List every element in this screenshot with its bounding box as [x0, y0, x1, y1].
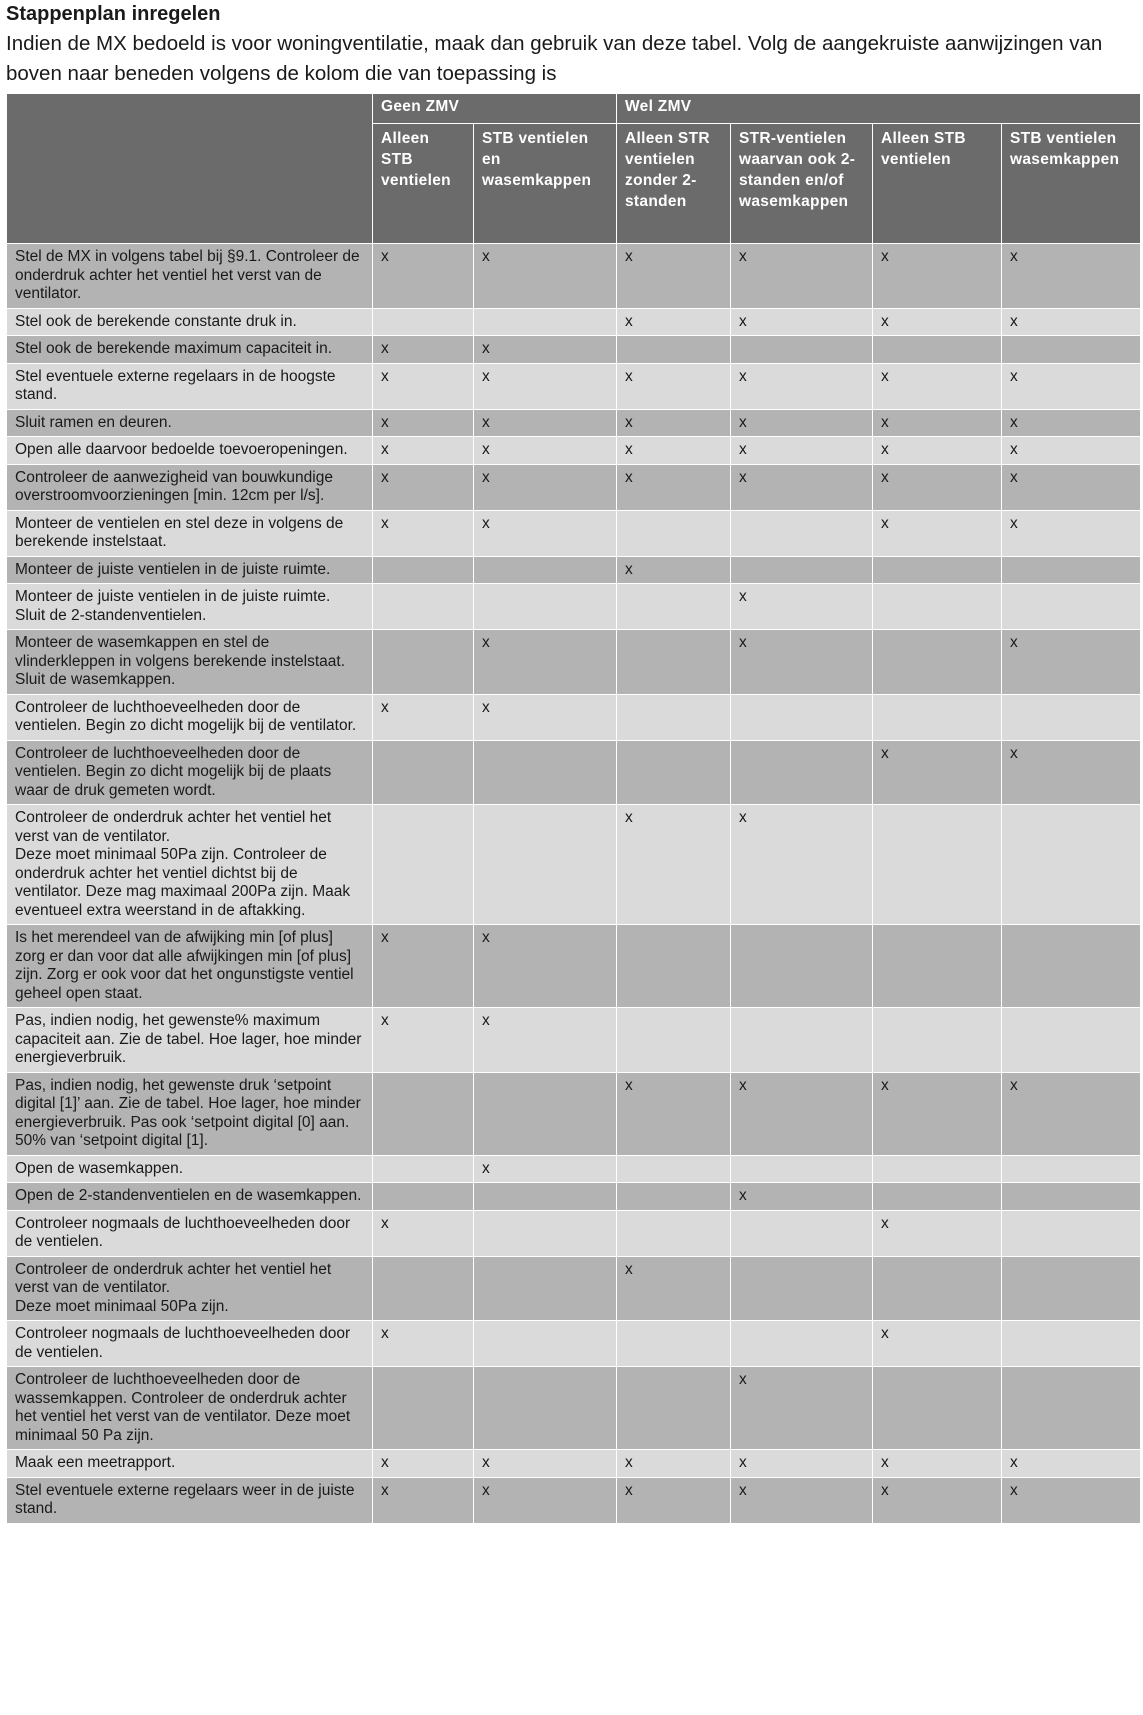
group-header-wel-zmv: Wel ZMV [617, 94, 1141, 124]
mark-cell: x [1002, 409, 1141, 437]
mark-cell [373, 584, 474, 630]
group-header-geen-zmv: Geen ZMV [373, 94, 617, 124]
mark-cell: x [617, 409, 731, 437]
mark-cell: x [474, 244, 617, 309]
mark-cell [731, 1210, 873, 1256]
mark-cell: x [873, 244, 1002, 309]
mark-cell [617, 1210, 731, 1256]
mark-cell [1002, 1008, 1141, 1073]
mark-cell: x [474, 409, 617, 437]
mark-cell: x [373, 1008, 474, 1073]
mark-cell: x [731, 584, 873, 630]
mark-cell: x [731, 363, 873, 409]
step-text: Pas, indien nodig, het gewenste% maximum capaciteit aan. Zie de tabel. Hoe lager, hoe minder energieverbruik. [7, 1008, 373, 1073]
mark-cell [731, 336, 873, 364]
mark-cell: x [1002, 244, 1141, 309]
table-row [7, 409, 1141, 437]
mark-cell [617, 336, 731, 364]
mark-cell: x [373, 437, 474, 465]
mark-cell [731, 1155, 873, 1183]
mark-cell: x [373, 464, 474, 510]
mark-cell [617, 1008, 731, 1073]
mark-cell [873, 556, 1002, 584]
mark-cell: x [474, 630, 617, 695]
mark-cell: x [1002, 740, 1141, 805]
mark-cell: x [617, 805, 731, 925]
mark-cell: x [373, 1450, 474, 1478]
mark-cell: x [373, 510, 474, 556]
mark-cell [1002, 805, 1141, 925]
mark-cell: x [731, 464, 873, 510]
mark-cell: x [474, 1477, 617, 1523]
mark-cell: x [617, 363, 731, 409]
mark-cell [1002, 1210, 1141, 1256]
mark-cell: x [373, 1210, 474, 1256]
mark-cell [1002, 694, 1141, 740]
column-header: Alleen STB ventielen [373, 124, 474, 244]
mark-cell [373, 740, 474, 805]
mark-cell: x [873, 363, 1002, 409]
mark-cell [373, 556, 474, 584]
table-row [7, 1256, 1141, 1321]
mark-cell: x [873, 437, 1002, 465]
table-row [7, 805, 1141, 925]
mark-cell: x [1002, 630, 1141, 695]
mark-cell: x [474, 437, 617, 465]
mark-cell [1002, 1155, 1141, 1183]
mark-cell [873, 1155, 1002, 1183]
step-text: Stel eventuele externe regelaars in de hoogste stand. [7, 363, 373, 409]
mark-cell: x [474, 1155, 617, 1183]
step-text: Open de 2-standenventielen en de wasemkappen. [7, 1183, 373, 1211]
mark-cell: x [731, 805, 873, 925]
mark-cell [731, 694, 873, 740]
mark-cell: x [873, 1210, 1002, 1256]
step-text: Controleer de luchthoeveelheden door de wassemkappen. Controleer de onderdruk achter het ventiel het verst van de ventilator. Deze moet minimaal 50 Pa zijn. [7, 1367, 373, 1450]
step-text: Maak een meetrapport. [7, 1450, 373, 1478]
step-text: Open alle daarvoor bedoelde toevoeropeningen. [7, 437, 373, 465]
table-row [7, 1477, 1141, 1523]
step-text: Monteer de juiste ventielen in de juiste ruimte. [7, 556, 373, 584]
table-row [7, 1008, 1141, 1073]
table-row [7, 925, 1141, 1008]
mark-cell [474, 556, 617, 584]
mark-cell [873, 805, 1002, 925]
mark-cell: x [731, 1367, 873, 1450]
mark-cell [474, 1367, 617, 1450]
mark-cell [617, 1367, 731, 1450]
mark-cell [873, 1008, 1002, 1073]
mark-cell: x [731, 409, 873, 437]
step-text: Controleer nogmaals de luchthoeveelheden door de ventielen. [7, 1321, 373, 1367]
mark-cell: x [873, 1072, 1002, 1155]
mark-cell [474, 1256, 617, 1321]
table-row [7, 437, 1141, 465]
mark-cell [474, 740, 617, 805]
mark-cell: x [373, 1477, 474, 1523]
table-row [7, 1321, 1141, 1367]
mark-cell [617, 584, 731, 630]
mark-cell [731, 1256, 873, 1321]
mark-cell [617, 925, 731, 1008]
mark-cell: x [873, 409, 1002, 437]
mark-cell [1002, 556, 1141, 584]
step-text: Pas, indien nodig, het gewenste druk ‘setpoint digital [1]’ aan. Zie de tabel. Hoe lager, hoe minder energieverbruik. Pas ook ‘setpoint digital [0] aan. 50% van ‘setpoint digital [1]. [7, 1072, 373, 1155]
mark-cell: x [731, 308, 873, 336]
step-text: Stel de MX in volgens tabel bij §9.1. Controleer de onderdruk achter het ventiel het verst van de ventilator. [7, 244, 373, 309]
mark-cell: x [373, 409, 474, 437]
mark-cell [617, 694, 731, 740]
mark-cell [373, 1256, 474, 1321]
table-row [7, 556, 1141, 584]
mark-cell: x [1002, 437, 1141, 465]
mark-cell: x [1002, 363, 1141, 409]
column-header: STR-ventielen waarvan ook 2-standen en/of wasemkappen [731, 124, 873, 244]
step-text: Controleer de luchthoeveelheden door de ventielen. Begin zo dicht mogelijk bij de plaats waar de druk gemeten wordt. [7, 740, 373, 805]
mark-cell [474, 1072, 617, 1155]
mark-cell: x [474, 694, 617, 740]
mark-cell: x [731, 630, 873, 695]
mark-cell [617, 630, 731, 695]
mark-cell: x [373, 336, 474, 364]
mark-cell: x [373, 244, 474, 309]
mark-cell: x [873, 464, 1002, 510]
mark-cell [617, 510, 731, 556]
mark-cell: x [474, 1450, 617, 1478]
step-text: Controleer nogmaals de luchthoeveelheden door de ventielen. [7, 1210, 373, 1256]
table-row [7, 1183, 1141, 1211]
mark-cell [873, 925, 1002, 1008]
mark-cell: x [617, 1256, 731, 1321]
mark-cell: x [617, 556, 731, 584]
mark-cell: x [873, 740, 1002, 805]
mark-cell: x [1002, 464, 1141, 510]
mark-cell [873, 336, 1002, 364]
mark-cell [1002, 925, 1141, 1008]
mark-cell [373, 308, 474, 336]
mark-cell [617, 1155, 731, 1183]
mark-cell: x [1002, 1072, 1141, 1155]
mark-cell: x [474, 336, 617, 364]
step-text: Controleer de aanwezigheid van bouwkundige overstroomvoorzieningen [min. 12cm per l/s]. [7, 464, 373, 510]
mark-cell [731, 740, 873, 805]
step-text: Stel ook de berekende constante druk in. [7, 308, 373, 336]
mark-cell [731, 510, 873, 556]
step-text: Stel ook de berekende maximum capaciteit in. [7, 336, 373, 364]
mark-cell: x [617, 437, 731, 465]
table-row [7, 630, 1141, 695]
mark-cell [1002, 1321, 1141, 1367]
mark-cell [873, 1183, 1002, 1211]
step-text: Monteer de ventielen en stel deze in volgens de berekende instelstaat. [7, 510, 373, 556]
mark-cell [1002, 1183, 1141, 1211]
step-text: Controleer de luchthoeveelheden door de ventielen. Begin zo dicht mogelijk bij de ventilator. [7, 694, 373, 740]
mark-cell [731, 925, 873, 1008]
mark-cell [373, 1072, 474, 1155]
step-text: Sluit ramen en deuren. [7, 409, 373, 437]
mark-cell [873, 1367, 1002, 1450]
mark-cell [731, 1321, 873, 1367]
mark-cell [617, 740, 731, 805]
step-text: Controleer de onderdruk achter het ventiel het verst van de ventilator. Deze moet minimaal 50Pa zijn. [7, 1256, 373, 1321]
intro-text: Indien de MX bedoeld is voor woningventilatie, maak dan gebruik van deze tabel. Volg de aangekruiste aanwijzingen van boven naar beneden volgens de kolom die van toepassing is [6, 32, 1103, 85]
step-text: Controleer de onderdruk achter het ventiel het verst van de ventilator. Deze moet minimaal 50Pa zijn. Controleer de onderdruk achter het ventiel dichtst bij de ventilator. Deze mag maximaal 200Pa zijn. Maak eventueel extra weerstand in de aftakking. [7, 805, 373, 925]
mark-cell: x [731, 1072, 873, 1155]
mark-cell [373, 630, 474, 695]
mark-cell: x [474, 925, 617, 1008]
column-header: Alleen STB ventielen [873, 124, 1002, 244]
mark-cell [617, 1183, 731, 1211]
mark-cell [474, 1210, 617, 1256]
mark-cell [373, 1367, 474, 1450]
table-row [7, 244, 1141, 309]
table-row [7, 584, 1141, 630]
mark-cell [474, 584, 617, 630]
mark-cell [373, 1183, 474, 1211]
mark-cell: x [731, 1183, 873, 1211]
mark-cell [873, 694, 1002, 740]
mark-cell [617, 1321, 731, 1367]
mark-cell: x [617, 1072, 731, 1155]
step-text: Monteer de wasemkappen en stel de vlinderkleppen in volgens berekende instelstaat. Sluit de wasemkappen. [7, 630, 373, 695]
column-header: Alleen STR ventielen zonder 2-standen [617, 124, 731, 244]
mark-cell: x [474, 1008, 617, 1073]
mark-cell: x [1002, 1477, 1141, 1523]
mark-cell: x [617, 464, 731, 510]
mark-cell: x [731, 437, 873, 465]
mark-cell: x [873, 510, 1002, 556]
mark-cell: x [617, 1477, 731, 1523]
table-row [7, 336, 1141, 364]
mark-cell: x [1002, 1450, 1141, 1478]
mark-cell: x [474, 464, 617, 510]
table-row [7, 1072, 1141, 1155]
mark-cell [474, 308, 617, 336]
mark-cell: x [1002, 510, 1141, 556]
page-title: Stappenplan inregelen [6, 3, 221, 25]
table-row [7, 1210, 1141, 1256]
column-header: STB ventielen wasemkappen [1002, 124, 1141, 244]
mark-cell: x [373, 925, 474, 1008]
table-row [7, 1367, 1141, 1450]
mark-cell [1002, 584, 1141, 630]
step-text: Stel eventuele externe regelaars weer in de juiste stand. [7, 1477, 373, 1523]
group-header-row [7, 94, 1141, 124]
mark-cell: x [617, 1450, 731, 1478]
table-row [7, 1450, 1141, 1478]
mark-cell: x [373, 1321, 474, 1367]
steps-table [6, 93, 1141, 1524]
step-text: Is het merendeel van de afwijking min [of plus] zorg er dan voor dat alle afwijkingen min [of plus] zijn. Zorg er ook voor dat het ongunstigste ventiel geheel open staat. [7, 925, 373, 1008]
table-row [7, 1155, 1141, 1183]
steps-body [7, 244, 1141, 1524]
mark-cell: x [731, 244, 873, 309]
mark-cell [474, 1183, 617, 1211]
mark-cell: x [731, 1450, 873, 1478]
step-text: Monteer de juiste ventielen in de juiste ruimte. Sluit de 2-standenventielen. [7, 584, 373, 630]
table-row [7, 510, 1141, 556]
mark-cell [474, 1321, 617, 1367]
mark-cell [1002, 336, 1141, 364]
mark-cell: x [1002, 308, 1141, 336]
mark-cell: x [617, 244, 731, 309]
mark-cell: x [373, 694, 474, 740]
table-row [7, 464, 1141, 510]
mark-cell: x [617, 308, 731, 336]
mark-cell: x [873, 308, 1002, 336]
mark-cell [474, 805, 617, 925]
mark-cell [731, 1008, 873, 1073]
mark-cell: x [873, 1450, 1002, 1478]
mark-cell [373, 1155, 474, 1183]
mark-cell: x [474, 510, 617, 556]
mark-cell [1002, 1367, 1141, 1450]
table-row [7, 363, 1141, 409]
mark-cell: x [873, 1477, 1002, 1523]
mark-cell: x [873, 1321, 1002, 1367]
mark-cell: x [474, 363, 617, 409]
mark-cell [873, 584, 1002, 630]
mark-cell: x [373, 363, 474, 409]
mark-cell [873, 1256, 1002, 1321]
step-text: Open de wasemkappen. [7, 1155, 373, 1183]
mark-cell [373, 805, 474, 925]
mark-cell: x [731, 1477, 873, 1523]
column-header: STB ventielen en wasemkappen [474, 124, 617, 244]
mark-cell [1002, 1256, 1141, 1321]
header-blank-cell [7, 94, 373, 244]
table-row [7, 694, 1141, 740]
table-row [7, 740, 1141, 805]
table-row [7, 308, 1141, 336]
mark-cell [731, 556, 873, 584]
mark-cell [873, 630, 1002, 695]
